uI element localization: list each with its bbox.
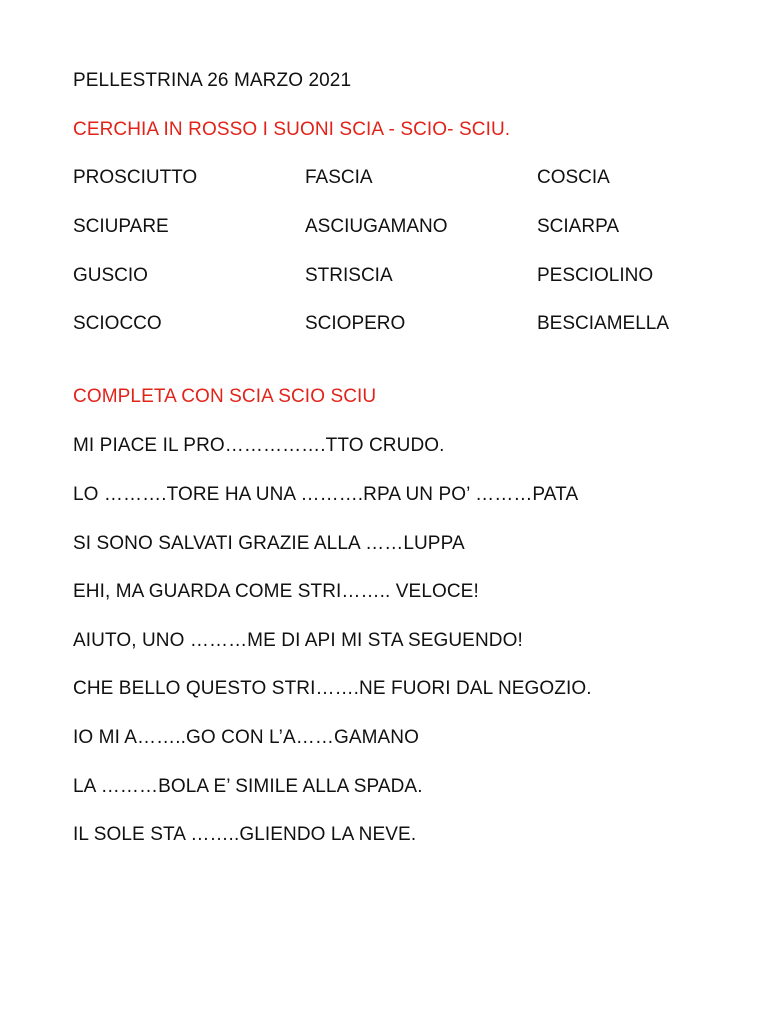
word-cell: BESCIAMELLA: [537, 313, 669, 334]
sentence-line: CHE BELLO QUESTO STRI…….NE FUORI DAL NEGOZIO.: [73, 678, 592, 699]
word-cell: FASCIA: [305, 167, 373, 188]
sentence-line: SI SONO SALVATI GRAZIE ALLA ……LUPPA: [73, 533, 465, 554]
sentence-line: EHI, MA GUARDA COME STRI…….. VELOCE!: [73, 581, 479, 602]
word-row: [73, 166, 733, 190]
word-cell: STRISCIA: [305, 265, 393, 286]
sentence-line: AIUTO, UNO ………ME DI API MI STA SEGUENDO!: [73, 630, 523, 651]
sentence-line: MI PIACE IL PRO…………….TTO CRUDO.: [73, 435, 445, 456]
word-row: [73, 264, 733, 288]
word-cell: COSCIA: [537, 167, 610, 188]
word-cell: SCIOCCO: [73, 313, 162, 334]
sentence-line: IO MI A……..GO CON L’A……GAMANO: [73, 727, 420, 748]
sentence-line: LO ……….TORE HA UNA ……….RPA UN PO’ ………PATA: [73, 484, 579, 505]
date-line: PELLESTRINA 26 MARZO 2021: [73, 70, 352, 91]
word-cell: SCIARPA: [537, 216, 620, 237]
exercise2-instruction: COMPLETA CON SCIA SCIO SCIU: [73, 386, 377, 407]
word-row: [73, 312, 733, 336]
sentence-line: IL SOLE STA ……..GLIENDO LA NEVE.: [73, 824, 417, 845]
exercise1-instruction: CERCHIA IN ROSSO I SUONI SCIA - SCIO- SCIU.: [73, 119, 511, 140]
word-cell: ASCIUGAMANO: [305, 216, 448, 237]
word-row: [73, 215, 733, 239]
word-cell: SCIUPARE: [73, 216, 169, 237]
sentence-line: LA ………BOLA E’ SIMILE ALLA SPADA.: [73, 776, 423, 797]
word-cell: PESCIOLINO: [537, 265, 654, 286]
word-cell: SCIOPERO: [305, 313, 406, 334]
word-cell: PROSCIUTTO: [73, 167, 198, 188]
word-cell: GUSCIO: [73, 265, 148, 286]
